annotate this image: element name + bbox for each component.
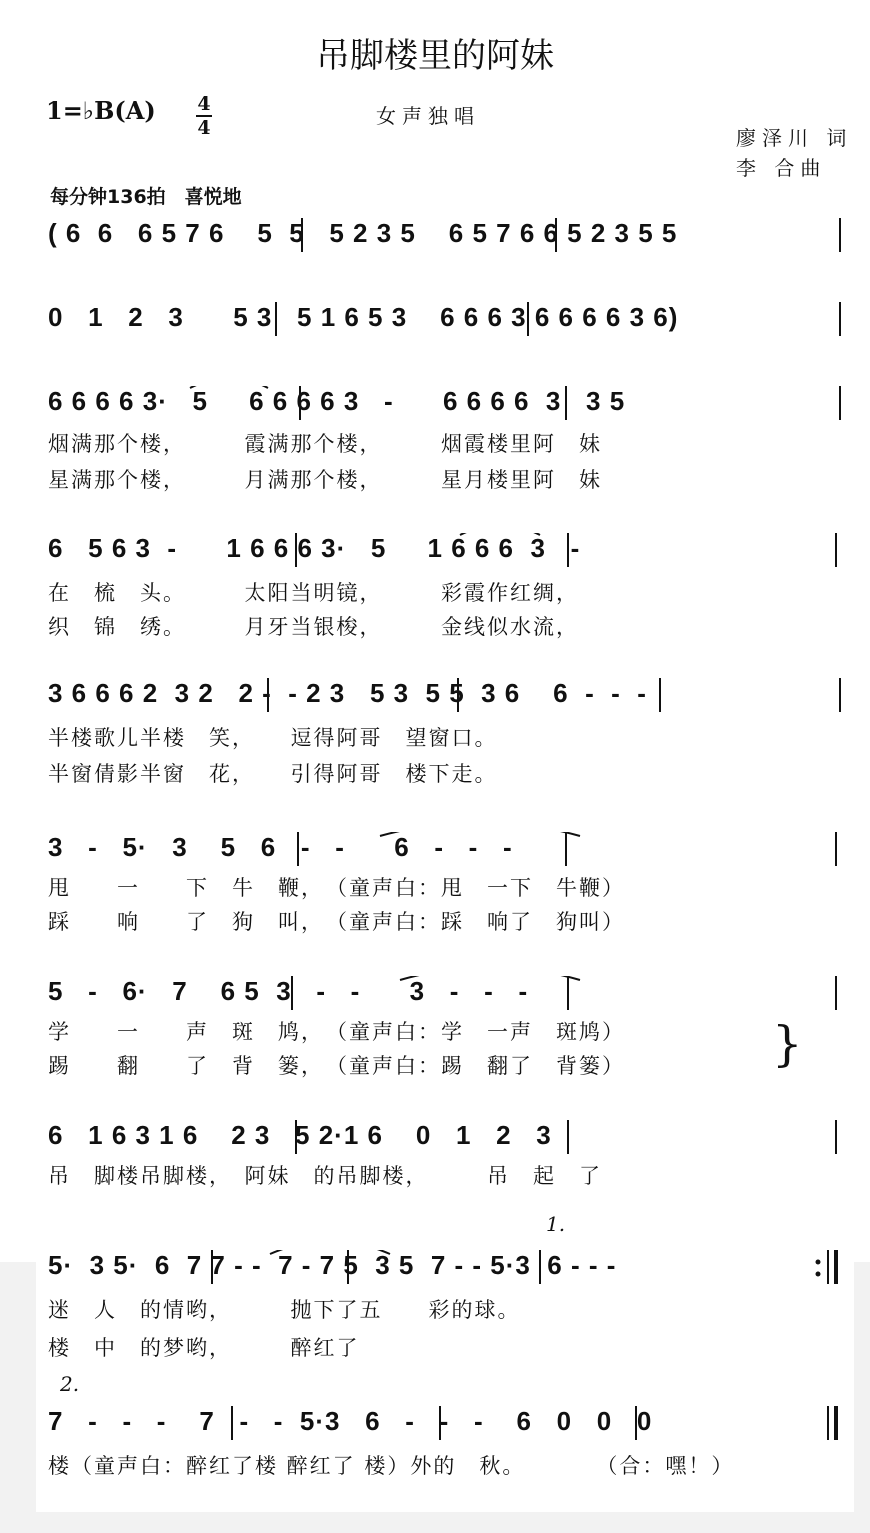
volta-first-ending: 1. (546, 1212, 566, 1236)
lyrics-verse-2: 织 锦 绣。 月牙当银梭， 金线似水流， (48, 615, 579, 639)
notation-line: 7 - - - 7 - - 5·3 6 - - - 6 0 0 0 (48, 1406, 653, 1436)
verse-brace: } (772, 1016, 803, 1072)
lyricist-credit: 廖泽川 词 (736, 126, 853, 150)
lyrics-verse-2: 楼 中 的梦哟， 醉红了 (48, 1336, 360, 1360)
lyrics-verse-1: 烟满那个楼， 霞满那个楼， 烟霞楼里阿 妹 (48, 432, 602, 456)
time-signature-bottom: 4 (197, 117, 211, 139)
lyrics-verse-2: 踢 翻 了 背 篓， （童声白：踢 翻了 背篓） (48, 1054, 625, 1078)
notation-line: 6 6 6 6 3· 5 6 6 6 6 3 - 6 6 6 6 3 3 5 (48, 386, 626, 416)
notation-line: 6 1 6 3 1 6 2 3 5 2·1 6 0 1 2 3 (48, 1120, 552, 1150)
notation-line: 3 - 5· 3 5 6 - - 6 - - - (48, 832, 513, 862)
performance-type: 女声独唱 (376, 104, 480, 128)
lyrics-verse-1: 在 梳 头。 太阳当明镜， 彩霞作红绸， (48, 581, 579, 605)
lyrics-verse-2: 踩 响 了 狗 叫， （童声白：踩 响了 狗叫） (48, 910, 625, 934)
key-signature: 1=♭B(A) (46, 96, 156, 125)
lyrics-verse-1: 迷 人 的情哟， 抛下了五 彩的球。 (48, 1298, 521, 1322)
notation-line: 3 6 6 6 2 3 2 2 - - 2 3 5 3 5 5 3 6 6 - - - (48, 678, 647, 708)
notation-line: 0 1 2 3 5 3 5 1 6 5 3 6 6 6 3 6 6 6 6 3 6) (48, 302, 679, 332)
notation-line: 6 5 6 3 - 1 6 6 6 3· 5 1 6 6 6 3 - (48, 533, 581, 563)
notation-line: ( 6 6 6 5 7 6 5 5 5 2 3 5 6 5 7 6 6 5 2 3 5 5 (48, 218, 678, 248)
lyrics-verse-1: 半楼歌儿半楼 笑， 逗得阿哥 望窗口。 (48, 726, 498, 750)
notation-line: 5· 3 5· 6 7 7 - - 7 - 7 5 3 5 7 - - 5·3 6 - - - (48, 1250, 617, 1280)
time-signature-top: 4 (197, 93, 211, 115)
notation-line: 5 - 6· 7 6 5 3 - - 3 - - - (48, 976, 529, 1006)
lyrics-verse-1: 吊 脚楼吊脚楼， 阿妹 的吊脚楼， 吊 起 了 (48, 1164, 602, 1188)
lyrics-verse-2: 星满那个楼， 月满那个楼， 星月楼里阿 妹 (48, 468, 602, 492)
tempo-marking: 每分钟136拍 喜悦地 (50, 186, 242, 208)
lyrics-verse-2: 半窗倩影半窗 花， 引得阿哥 楼下走。 (48, 762, 498, 786)
lyrics-verse-1: 甩 一 下 牛 鞭， （童声白：甩 一下 牛鞭） (48, 876, 625, 900)
time-signature (196, 94, 212, 138)
song-title: 吊脚楼里的阿妹 (316, 36, 554, 76)
lyrics-verse-1: 楼（童声白：醉红了楼 醉红了 楼）外的 秋。 （合：嘿！） (48, 1454, 735, 1478)
composer-credit: 李 合曲 (736, 156, 827, 180)
lyrics-verse-1: 学 一 声 斑 鸠， （童声白：学 一声 斑鸠） (48, 1020, 625, 1044)
volta-second-ending: 2. (60, 1372, 80, 1396)
